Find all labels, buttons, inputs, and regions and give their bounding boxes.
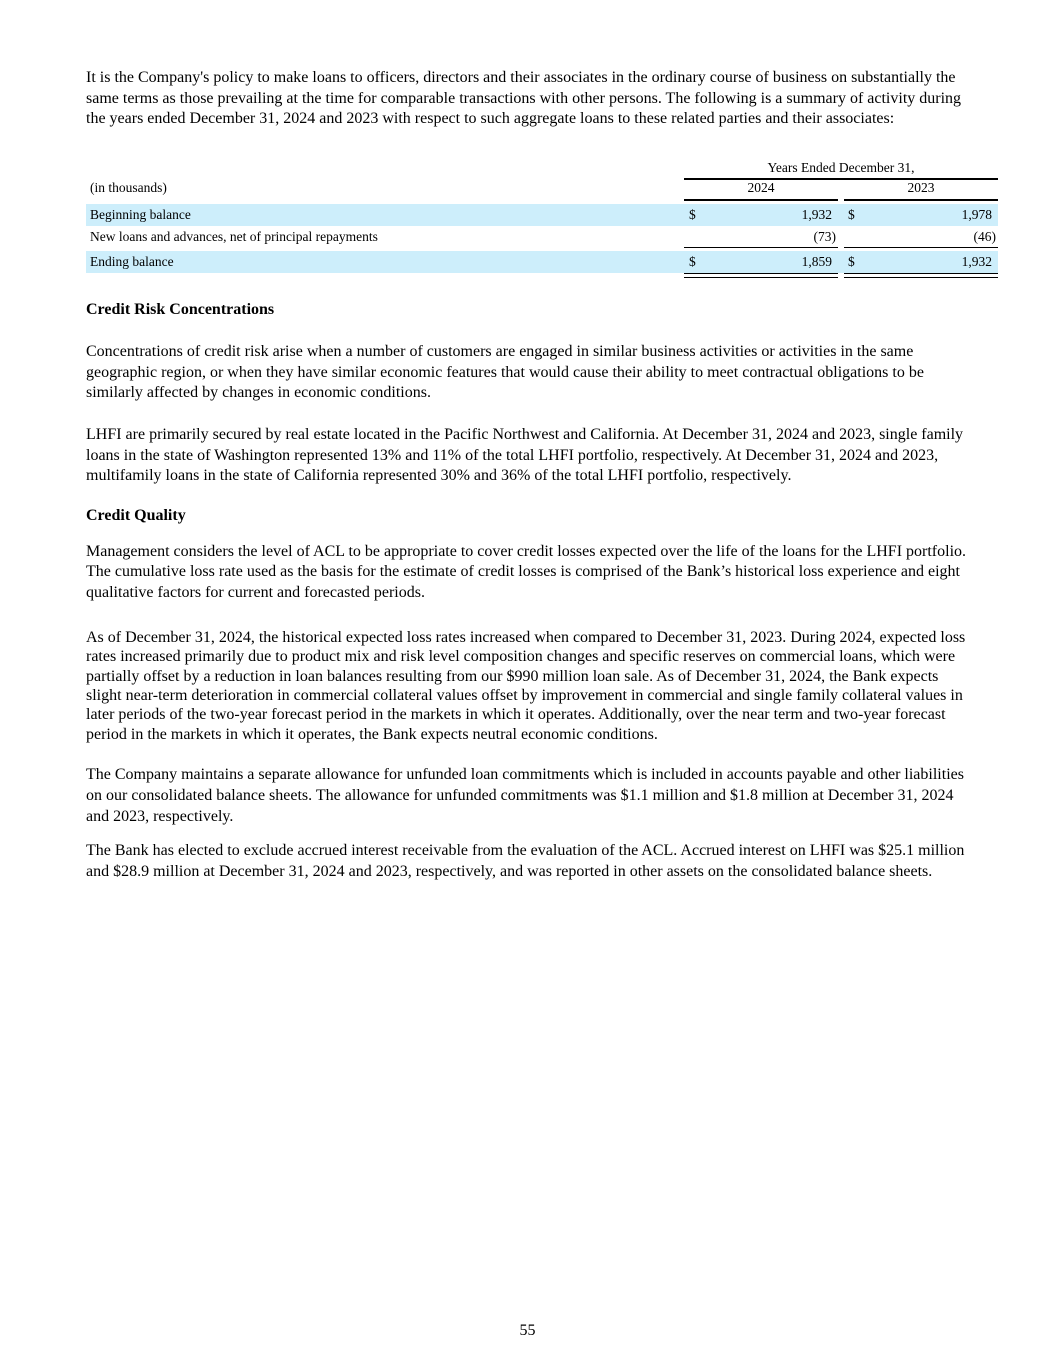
year-rule	[684, 199, 838, 201]
table-row	[86, 251, 998, 273]
subtotal-rule	[684, 247, 838, 248]
credit-quality-paragraph: The Company maintains a separate allowance for unfunded loan commitments which is included in accounts payable and other liabilities on our consolidated balance sheets. The allowance for unfunded commitments was $1.1 million and $1.8 million at December 31, 2024 and 2023, respectively.	[86, 766, 964, 825]
value-2024: 1,932	[801, 207, 832, 223]
value-2023: (46)	[973, 229, 996, 245]
credit-quality-heading: Credit Quality	[86, 507, 186, 525]
document-page	[86, 68, 996, 883]
subtotal-rule	[844, 247, 998, 248]
credit-quality-paragraph: Management considers the level of ACL to be appropriate to cover credit losses expected over the life of the loans for the LHFI portfolio. The cumulative loss rate used as the basis for the estimate of credit losses is comprised of the Bank’s historical loss experience and eight qualitative factors for current and forecasted periods.	[86, 542, 967, 602]
credit-quality-paragraph: The Bank has elected to exclude accrued interest receivable from the evaluation of the ACL. Accrued interest on LHFI was $25.1 million and $28.9 million at December 31, 2024 and 2023, respectively, and was reported in other assets on the consolidated balance sheets.	[86, 842, 965, 881]
credit-risk-heading: Credit Risk Concentrations	[86, 301, 275, 319]
row-label: Beginning balance	[90, 207, 191, 223]
units-label: (in thousands)	[90, 180, 167, 196]
currency-symbol: $	[689, 207, 696, 223]
intro-paragraph: It is the Company's policy to make loans to officers, directors and their associates in the ordinary course of business on substantially the same terms as those prevailing at the time for comparable transactions with other persons. The following is a summary of activity during the years ended December 31, 2024 and 2023 with respect to such aggregate loans to these related parties and their associates:	[86, 69, 962, 128]
credit-risk-paragraph: Concentrations of credit risk arise when a number of customers are engaged in similar business activities or activities in the same geographic region, or when they have similar economic features that would cause their ability to meet contractual obligations to be similarly affected by changes in economic conditions.	[86, 342, 924, 402]
year-rule	[844, 199, 998, 201]
page-number: 55	[519, 1322, 536, 1339]
table-row	[86, 226, 998, 248]
credit-quality-paragraph: As of December 31, 2024, the historical expected loss rates increased when compared to December 31, 2023. During 2024, expected loss rates increased primarily due to product mix and risk level composition changes and specific reserves on commercial loans, which were partially offset by a reduction in loan balances resulting from our $990 million loan sale. As of December 31, 2024, the Bank expects slight near-term deterioration in commercial collateral values offset by improvement in commercial and single family collateral values in later periods of the two-year forecast period in the markets in which it operates. Additionally, over the near term and two-year forecast period in the markets in which it operates, the Bank expects neutral economic conditions.	[86, 628, 966, 743]
year-2024-header: 2024	[747, 180, 775, 196]
currency-symbol: $	[848, 207, 855, 223]
value-2023: 1,932	[961, 254, 992, 270]
table-row	[86, 204, 998, 226]
credit-risk-paragraph: LHFI are primarily secured by real estate located in the Pacific Northwest and California. At December 31, 2024 and 2023, single family loans in the state of Washington represented 13% and 11% of the total LHFI portfolio, respectively. At December 31, 2024 and 2023, multifamily loans in the state of California represented 30% and 36% of the total LHFI portfolio, respectively.	[86, 425, 964, 485]
value-2024: 1,859	[801, 254, 832, 270]
value-2024: (73)	[813, 229, 836, 245]
total-double-rule	[684, 273, 838, 278]
row-label: New loans and advances, net of principal repayments	[90, 229, 378, 245]
currency-symbol: $	[848, 254, 855, 270]
span-header: Years Ended December 31,	[767, 160, 915, 176]
row-label: Ending balance	[90, 254, 174, 270]
table-header	[86, 160, 998, 204]
value-2023: 1,978	[961, 207, 992, 223]
year-2023-header: 2023	[907, 180, 935, 196]
currency-symbol: $	[689, 254, 696, 270]
related-party-loans-table	[86, 160, 998, 273]
total-double-rule	[844, 273, 998, 278]
